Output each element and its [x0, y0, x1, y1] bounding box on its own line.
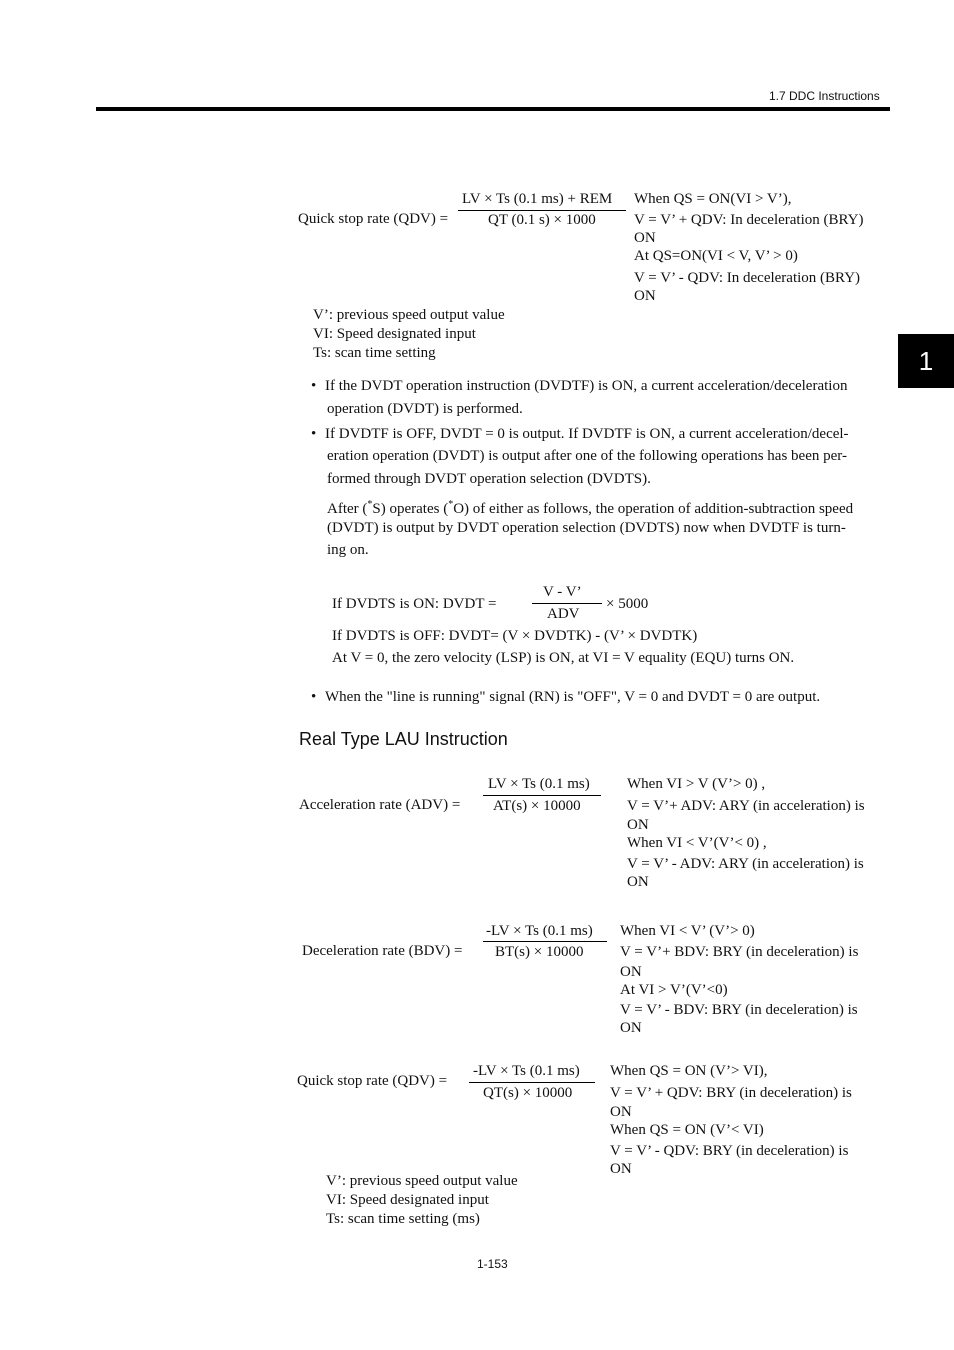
bdv-cond-5: V = V’ - BDV: BRY (in deceleration) is: [620, 1002, 858, 1018]
bdv-fraction-bar: [483, 941, 607, 942]
after-text-a: After (: [327, 501, 368, 517]
after-paragraph-line-2: (DVDT) is output by DVDT operation selection (DVDTS) now when DVDTF is turn-: [327, 520, 846, 536]
legend2-3: Ts: scan time setting (ms): [326, 1211, 480, 1227]
header-rule: [96, 107, 890, 111]
adv-cond-4: When VI < V’(V’< 0) ,: [627, 835, 767, 851]
qdv1-lhs: Quick stop rate (QDV) =: [298, 211, 449, 227]
dvdt-numerator: V - V’: [543, 584, 582, 600]
chapter-tab: 1: [898, 334, 954, 388]
qdv2-cond-5: V = V’ - QDV: BRY (in deceleration) is: [610, 1143, 849, 1159]
dvdt-on-label: If DVDTS is ON: DVDT =: [332, 596, 497, 612]
qdv1-cond-2: V = V’ + QDV: In deceleration (BRY): [634, 212, 864, 228]
adv-cond-1: When VI > V (V’> 0) ,: [627, 776, 766, 792]
dvdt-denominator: ADV: [547, 606, 580, 622]
bullet-1-line-1: If the DVDT operation instruction (DVDTF) is ON, a current acceleration/deceleration: [325, 378, 848, 394]
bdv-cond-2: V = V’+ BDV: BRY (in deceleration) is: [620, 944, 859, 960]
bdv-cond-1: When VI < V’ (V’> 0): [620, 923, 755, 939]
bdv-cond-6: ON: [620, 1020, 642, 1036]
after-text-b: S) operates (: [372, 501, 449, 517]
legend2-1: V’: previous speed output value: [326, 1173, 518, 1189]
bullet-2-line-3: formed through DVDT operation selection (DVDTS).: [327, 471, 651, 487]
after-paragraph-line-3: ing on.: [327, 542, 369, 558]
legend2-2: VI: Speed designated input: [326, 1192, 489, 1208]
qdv1-numerator: LV × Ts (0.1 ms) + REM: [462, 191, 613, 207]
after-paragraph-line-1: [327, 496, 853, 518]
bullet-2: •: [311, 426, 317, 442]
bdv-lhs: Deceleration rate (BDV) =: [302, 943, 463, 959]
legend-3: Ts: scan time setting: [313, 345, 436, 361]
qdv2-cond-6: ON: [610, 1161, 632, 1177]
running-header: 1.7 DDC Instructions: [769, 89, 880, 103]
bullet-1-line-2: operation (DVDT) is performed.: [327, 401, 523, 417]
adv-denominator: AT(s) × 10000: [493, 798, 581, 814]
asterisk-1: *: [367, 499, 373, 510]
adv-cond-2: V = V’+ ADV: ARY (in acceleration) is: [627, 798, 865, 814]
dvdt-fraction-bar: [532, 603, 602, 604]
qdv2-denominator: QT(s) × 10000: [483, 1085, 573, 1101]
qdv2-numerator: -LV × Ts (0.1 ms): [473, 1063, 580, 1079]
bdv-numerator: -LV × Ts (0.1 ms): [486, 923, 593, 939]
after-text-c: O) of either as follows, the operation of addition-subtraction speed: [453, 501, 854, 517]
qdv1-cond-5: V = V’ - QDV: In deceleration (BRY): [634, 270, 861, 286]
adv-fraction-bar: [483, 795, 601, 796]
qdv2-cond-4: When QS = ON (V’< VI): [610, 1122, 764, 1138]
dvdt-zero-line: At V = 0, the zero velocity (LSP) is ON, at VI = V equality (EQU) turns ON.: [332, 650, 795, 666]
qdv1-denominator: QT (0.1 s) × 1000: [488, 212, 596, 228]
dvdt-off-line: If DVDTS is OFF: DVDT= (V × DVDTK) - (V’ × DVDTK): [332, 628, 698, 644]
adv-cond-3: ON: [627, 817, 649, 833]
qdv2-fraction-bar: [469, 1082, 595, 1083]
legend-1: V’: previous speed output value: [313, 307, 505, 323]
bullet-3-text: When the "line is running" signal (RN) is "OFF", V = 0 and DVDT = 0 are output.: [325, 689, 821, 705]
bdv-cond-3: ON: [620, 964, 642, 980]
bullet-1: •: [311, 378, 317, 394]
qdv2-cond-2: V = V’ + QDV: BRY (in deceleration) is: [610, 1085, 852, 1101]
bdv-cond-4: At VI > V’(V’<0): [620, 982, 728, 998]
bullet-2-line-2: eration operation (DVDT) is output after one of the following operations has been per-: [327, 448, 847, 464]
adv-cond-6: ON: [627, 874, 649, 890]
qdv2-cond-3: ON: [610, 1104, 632, 1120]
legend-2: VI: Speed designated input: [313, 326, 476, 342]
qdv1-cond-6: ON: [634, 288, 656, 304]
qdv1-cond-3: ON: [634, 230, 656, 246]
adv-numerator: LV × Ts (0.1 ms): [488, 776, 590, 792]
qdv1-cond-1: When QS = ON(VI > V’),: [634, 191, 792, 207]
adv-cond-5: V = V’ - ADV: ARY (in acceleration) is: [627, 856, 864, 872]
bdv-denominator: BT(s) × 10000: [495, 944, 584, 960]
qdv2-lhs: Quick stop rate (QDV) =: [297, 1073, 448, 1089]
adv-lhs: Acceleration rate (ADV) =: [299, 797, 461, 813]
qdv1-cond-4: At QS=ON(VI < V, V’ > 0): [634, 248, 798, 264]
page-number: 1-153: [477, 1257, 508, 1271]
bullet-3: •: [311, 689, 317, 705]
section-title: Real Type LAU Instruction: [299, 729, 508, 749]
bullet-2-line-1: If DVDTF is OFF, DVDT = 0 is output. If DVDTF is ON, a current acceleration/decel-: [325, 426, 849, 442]
asterisk-2: *: [448, 499, 454, 510]
qdv2-cond-1: When QS = ON (V’> VI),: [610, 1063, 768, 1079]
dvdt-multiplier: × 5000: [606, 596, 649, 612]
